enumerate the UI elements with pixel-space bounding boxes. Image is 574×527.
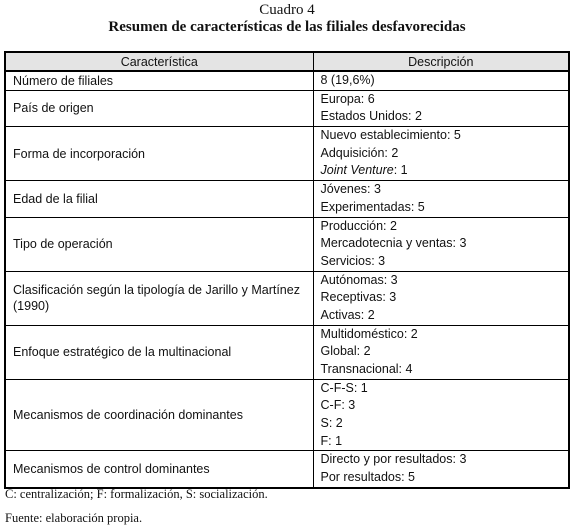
row-label: País de origen [5,90,313,126]
description-line: S: 2 [320,416,343,431]
table-row [5,451,569,488]
row-label: Enfoque estratégico de la multinacional [5,325,313,379]
description-line: Autónomas: 3 [320,272,398,287]
source-note: Fuente: elaboración propia. [5,511,143,525]
description-line: 8 (19,6%) [320,73,375,87]
table-row [5,271,569,325]
description-line: Nuevo establecimiento: 5 [320,128,461,143]
table-row [5,217,569,271]
row-label: Mecanismos de control dominantes [5,451,313,488]
table-row [5,90,569,126]
joint-venture-count: : 1 [393,163,408,178]
description-line: Producción: 2 [320,218,397,233]
description-line: Multidoméstico: 2 [320,326,418,341]
row-label: Edad de la filial [5,181,313,217]
table-number: Cuadro 4 [259,2,315,18]
row-description [313,71,569,90]
abbreviations-note: C: centralización; F: formalización, S: socialización. [5,487,268,501]
description-line: Jóvenes: 3 [320,182,381,197]
row-description [313,451,569,488]
description-line: Directo y por resultados: 3 [320,452,467,467]
row-label: Mecanismos de coordinación dominantes [5,379,313,451]
description-line: Activas: 2 [320,307,375,322]
table-row [5,325,569,379]
header-descripcion: Descripción [313,52,569,71]
description-line: Estados Unidos: 2 [320,109,422,124]
table-row [5,71,569,90]
row-description [313,127,569,181]
header-caracteristica: Característica [5,52,313,71]
row-label: Clasificación según la tipología de Jarillo y Martínez (1990) [5,271,313,325]
row-label: Forma de incorporación [5,127,313,181]
row-description [313,90,569,126]
table-row [5,181,569,217]
description-line: Por resultados: 5 [320,470,415,485]
row-label: Tipo de operación [5,217,313,271]
description-line: Europa: 6 [320,91,375,106]
description-line: Mercadotecnia y ventas: 3 [320,236,467,251]
row-description [313,271,569,325]
table-header-row [5,52,569,71]
description-line: Receptivas: 3 [320,290,397,305]
characteristics-table [4,51,570,489]
row-description [313,325,569,379]
row-description [313,379,569,451]
table-row [5,379,569,451]
joint-venture-term: Joint Venture [320,163,394,178]
row-description [313,217,569,271]
row-label: Número de filiales [5,71,313,90]
table-row [5,127,569,181]
description-line: Experimentadas: 5 [320,199,425,214]
description-line-joint-venture [321,162,569,180]
description-line: Global: 2 [320,344,371,359]
description-line: C-F: 3 [320,398,356,413]
table-title: Resumen de características de las filiales desfavorecidas [108,19,466,35]
description-line: Transnacional: 4 [320,362,413,376]
row-description [313,181,569,217]
description-line: C-F-S: 1 [320,380,368,395]
description-line: Adquisición: 2 [320,145,399,160]
description-line: F: 1 [320,433,343,448]
description-line: Servicios: 3 [320,253,386,268]
